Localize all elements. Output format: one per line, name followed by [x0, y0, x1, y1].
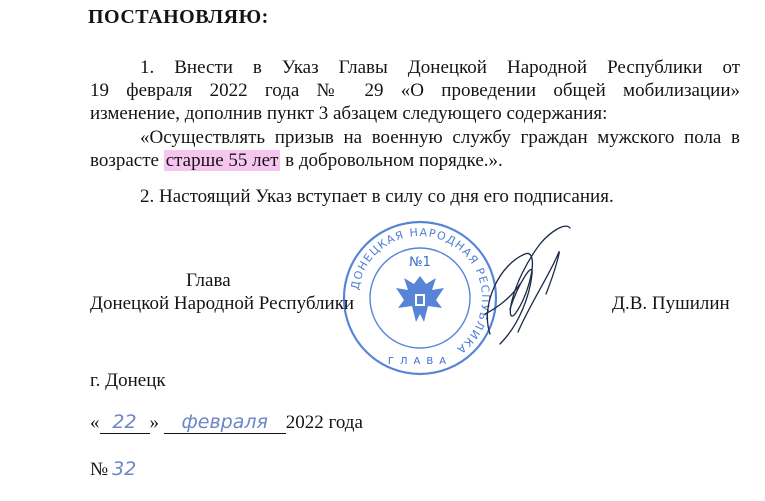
item1-line1: 1. Внести в Указ Главы Донецкой Народной Республики от — [140, 57, 740, 78]
date-close-quote: » — [149, 412, 159, 433]
date-month: февраля — [181, 411, 268, 433]
number-label: № — [90, 459, 109, 480]
quote-line2-post: в добровольном порядке.». — [285, 150, 503, 171]
stamp-bottom-text: ГЛАВА — [387, 356, 453, 367]
signatory-title-line2: Донецкой Народной Республики — [90, 293, 355, 314]
stamp-ring-text: ДОНЕЦКАЯ НАРОДНАЯ РЕСПУБЛИКА — [348, 225, 493, 357]
quote-line1: «Осуществлять призыв на военную службу граждан мужского пола в — [140, 127, 740, 148]
number-value: 32 — [112, 458, 137, 480]
item1-line3: изменение, дополнив пункт 3 абзацем следующего содержания: — [90, 103, 608, 124]
city: г. Донецк — [90, 370, 166, 391]
date-day: 22 — [112, 411, 137, 433]
quote-line2-pre: возрасте — [90, 150, 159, 171]
decree-number — [90, 458, 136, 481]
eagle-emblem-icon — [396, 276, 444, 322]
date-year: 2022 года — [285, 412, 363, 433]
handwritten-signature — [470, 214, 580, 364]
highlighted-age: старше 55 лет — [165, 150, 279, 171]
item1-line2: 19 февраля 2022 года № 29 «О проведении общей мобилизации» — [90, 80, 740, 101]
signatory-name: Д.В. Пушилин — [612, 293, 730, 314]
date-open-quote: « — [90, 412, 100, 433]
stamp-number: №1 — [409, 255, 431, 270]
date-day-blank — [100, 411, 150, 434]
decree-heading: ПОСТАНОВЛЯЮ: — [88, 6, 269, 28]
quote-line2 — [90, 150, 503, 172]
decree-date — [90, 411, 363, 434]
item2: 2. Настоящий Указ вступает в силу со дня его подписания. — [140, 186, 614, 207]
signatory-title-line1: Глава — [186, 270, 231, 291]
date-month-blank — [164, 411, 286, 434]
